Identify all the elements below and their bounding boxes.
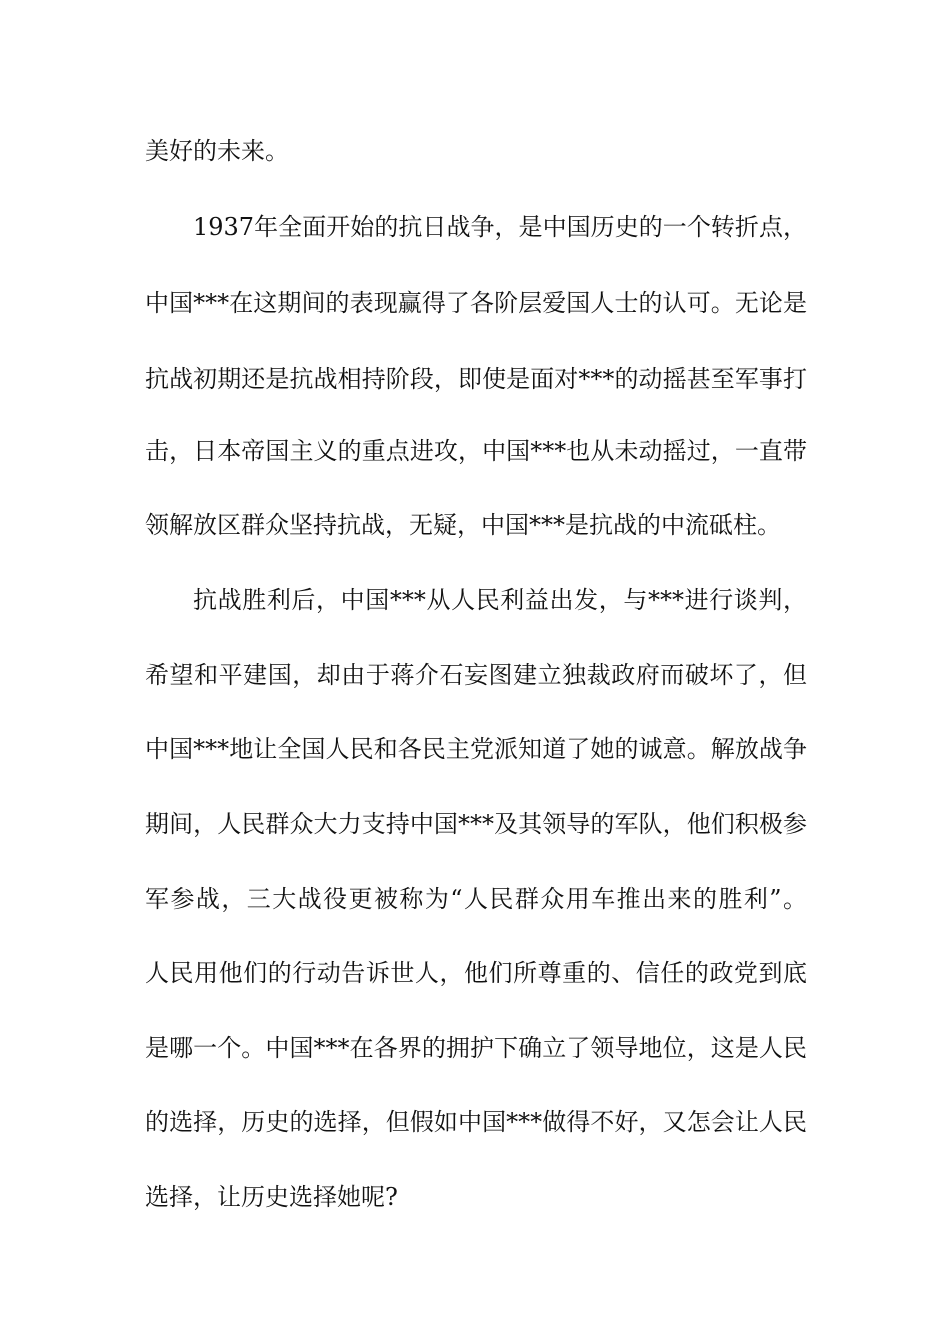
paragraph-3-line-1: 抗战胜利后，中国***从人民利益出发，与***进行谈判， <box>193 586 807 614</box>
paragraph-3-line-4: 期间，人民群众大力支持中国***及其领导的军队，他们积极参 <box>145 810 807 838</box>
paragraph-3-line-5: 军参战，三大战役更被称为“人民群众用车推出来的胜利”。 <box>145 885 807 913</box>
paragraph-3-line-8: 的选择，历史的选择，但假如中国***做得不好，又怎会让人民 <box>145 1108 807 1136</box>
paragraph-2-line-5: 领解放区群众坚持抗战，无疑，中国***是抗战的中流砥柱。 <box>145 511 781 539</box>
paragraph-3-line-9: 选择，让历史选择她呢? <box>145 1183 398 1211</box>
paragraph-1-line-1: 美好的未来。 <box>145 137 289 165</box>
paragraph-3-line-3: 中国***地让全国人民和各民主党派知道了她的诚意。解放战争 <box>145 735 807 763</box>
paragraph-3-line-7: 是哪一个。中国***在各界的拥护下确立了领导地位，这是人民 <box>145 1034 807 1062</box>
paragraph-2-line-1: 1937年全面开始的抗日战争，是中国历史的一个转折点， <box>193 213 807 241</box>
paragraph-2-line-3: 抗战初期还是抗战相持阶段，即使是面对***的动摇甚至军事打 <box>145 365 807 393</box>
paragraph-3-line-6: 人民用他们的行动告诉世人，他们所尊重的、信任的政党到底 <box>145 959 807 987</box>
paragraph-3-line-2: 希望和平建国，却由于蒋介石妄图建立独裁政府而破坏了，但 <box>145 661 807 689</box>
paragraph-2-line-4: 击，日本帝国主义的重点进攻，中国***也从未动摇过，一直带 <box>145 437 807 465</box>
paragraph-2-line-2: 中国***在这期间的表现赢得了各阶层爱国人士的认可。无论是 <box>145 289 807 317</box>
